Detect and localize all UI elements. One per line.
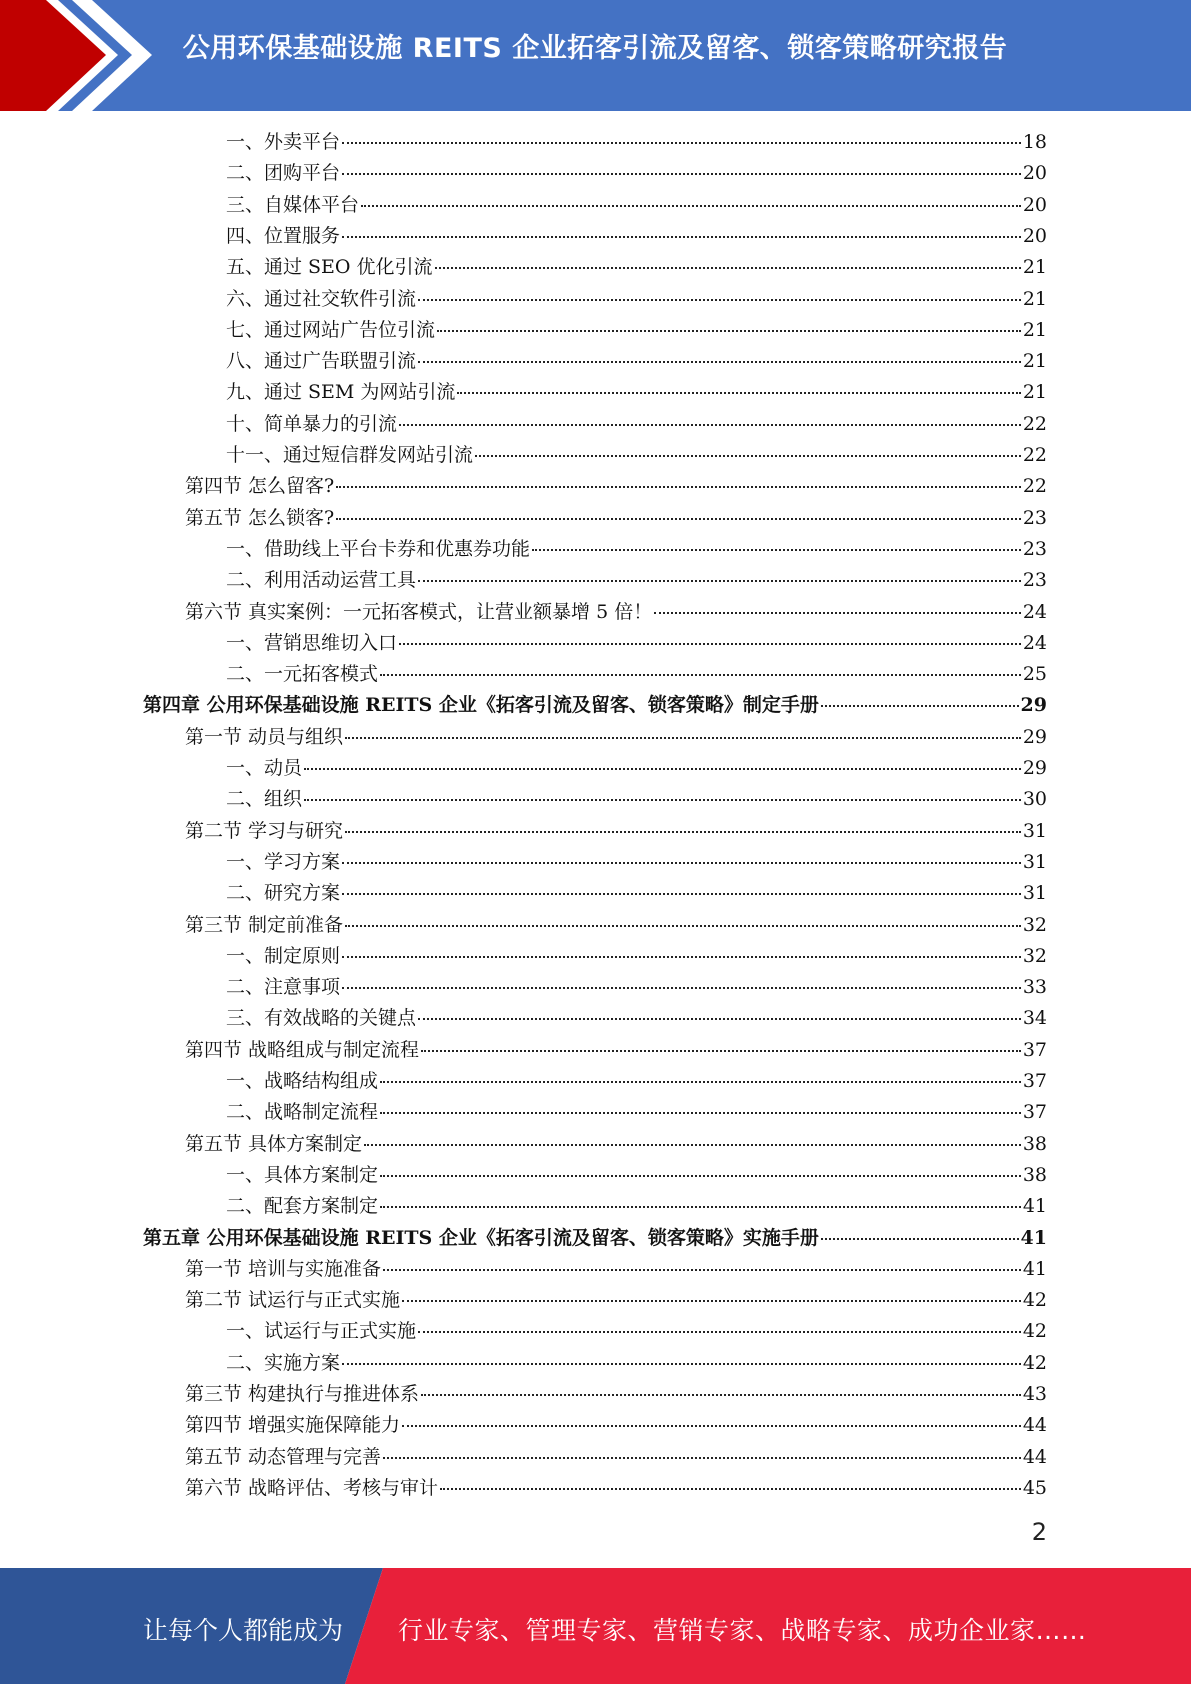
toc-dot-leader [380, 1112, 1021, 1114]
toc-dot-leader [345, 831, 1021, 833]
toc-dot-leader [383, 1457, 1021, 1459]
toc-entry-page: 42 [1022, 1320, 1047, 1343]
toc-entry-label: 第四节 怎么留客? [185, 475, 335, 498]
toc-dot-leader [361, 205, 1021, 207]
toc-dot-leader [345, 737, 1021, 739]
toc-entry-page: 21 [1022, 350, 1047, 373]
toc-dot-leader [380, 1175, 1021, 1177]
toc-dot-leader [457, 392, 1020, 394]
toc-dot-leader [437, 330, 1021, 332]
toc-subsection-entry[interactable] [226, 534, 1047, 565]
toc-entry-label: 第二节 试运行与正式实施 [185, 1289, 401, 1312]
toc-section-entry[interactable] [185, 1285, 1047, 1316]
toc-entry-page: 32 [1022, 913, 1047, 936]
toc-subsection-entry[interactable] [226, 847, 1047, 878]
toc-dot-leader [380, 1081, 1021, 1083]
toc-dot-leader [399, 643, 1021, 645]
toc-entry-page: 22 [1022, 475, 1047, 498]
toc-dot-leader [440, 1488, 1021, 1490]
toc-section-entry[interactable] [185, 816, 1047, 847]
toc-entry-label: 第五节 动态管理与完善 [185, 1445, 382, 1468]
toc-entry-label: 二、利用活动运营工具 [226, 569, 417, 592]
toc-entry-label: 第六节 战略评估、考核与审计 [185, 1476, 439, 1499]
toc-section-entry[interactable] [185, 722, 1047, 753]
toc-entry-label: 一、动员 [226, 757, 303, 779]
toc-section-entry[interactable] [185, 1442, 1047, 1473]
toc-section-entry[interactable] [185, 1035, 1047, 1066]
toc-subsection-entry[interactable] [226, 284, 1047, 315]
toc-subsection-entry[interactable] [226, 753, 1047, 784]
toc-section-entry[interactable] [185, 503, 1047, 534]
toc-dot-leader [342, 987, 1021, 989]
toc-subsection-entry[interactable] [226, 127, 1047, 158]
toc-dot-leader [402, 1300, 1021, 1302]
toc-dot-leader [821, 1238, 1019, 1240]
toc-entry-label: 二、战略制定流程 [226, 1101, 379, 1124]
toc-chapter-entry[interactable] [143, 690, 1047, 721]
toc-section-entry[interactable] [185, 1473, 1047, 1504]
toc-dot-leader [421, 1394, 1021, 1396]
toc-dot-leader [475, 455, 1021, 457]
toc-dot-leader [380, 674, 1021, 676]
toc-entry-label: 二、一元拓客模式 [226, 663, 379, 686]
toc-entry-label: 一、制定原则 [226, 944, 341, 967]
toc-subsection-entry[interactable] [226, 158, 1047, 189]
toc-subsection-entry[interactable] [226, 784, 1047, 815]
toc-entry-label: 第三节 制定前准备 [185, 913, 344, 936]
toc-dot-leader [342, 862, 1021, 864]
toc-entry-label: 十一、通过短信群发网站引流 [226, 444, 474, 466]
toc-entry-label: 第五节 怎么锁客? [185, 506, 335, 529]
toc-dot-leader [342, 142, 1021, 144]
toc-dot-leader [421, 1050, 1021, 1052]
toc-dot-leader [418, 361, 1021, 363]
toc-entry-label: 一、战略结构组成 [226, 1070, 379, 1092]
toc-dot-leader [654, 612, 1021, 614]
toc-entry-label: 一、营销思维切入口 [226, 631, 398, 654]
toc-section-entry[interactable] [185, 597, 1047, 628]
toc-entry-label: 第四节 战略组成与制定流程 [185, 1038, 420, 1061]
toc-entry-label: 三、自媒体平台 [226, 193, 360, 216]
toc-dot-leader [418, 299, 1021, 301]
toc-entry-page: 38 [1022, 1163, 1047, 1186]
toc-entry-page: 21 [1022, 381, 1047, 404]
toc-dot-leader [364, 1144, 1021, 1146]
toc-entry-label: 六、通过社交软件引流 [226, 287, 417, 310]
toc-entry-label: 第六节 真实案例：一元拓客模式，让营业额暴增 5 倍！ [185, 600, 653, 623]
toc-entry-label: 二、团购平台 [226, 162, 341, 185]
toc-entry-page: 44 [1022, 1445, 1047, 1468]
toc-entry-page: 21 [1022, 318, 1047, 341]
toc-subsection-entry[interactable] [226, 221, 1047, 252]
toc-section-entry[interactable] [185, 1410, 1047, 1441]
toc-subsection-entry[interactable] [226, 315, 1047, 346]
toc-entry-page: 20 [1022, 224, 1047, 247]
toc-dot-leader [342, 1363, 1021, 1365]
page-header [0, 0, 1191, 111]
toc-entry-page: 34 [1022, 1007, 1047, 1030]
toc-entry-label: 第二节 学习与研究 [185, 819, 344, 842]
toc-entry-page: 37 [1022, 1070, 1047, 1092]
toc-entry-label: 一、外卖平台 [226, 131, 341, 153]
toc-entry-page: 33 [1022, 976, 1047, 999]
toc-entry-label: 第五节 具体方案制定 [185, 1132, 363, 1155]
toc-subsection-entry[interactable] [226, 1191, 1047, 1222]
toc-entry-page: 31 [1022, 850, 1047, 873]
toc-entry-page: 41 [1022, 1257, 1047, 1280]
toc-entry-page: 18 [1022, 131, 1047, 153]
toc-entry-page: 21 [1022, 256, 1047, 279]
toc-entry-label: 二、组织 [226, 788, 303, 811]
toc-entry-page: 30 [1022, 788, 1047, 811]
page-footer [0, 1568, 1191, 1684]
toc-entry-page: 42 [1022, 1289, 1047, 1312]
toc-entry-label: 二、实施方案 [226, 1351, 341, 1374]
toc-entry-page: 21 [1022, 287, 1047, 310]
toc-entry-label: 第一节 培训与实施准备 [185, 1257, 382, 1280]
toc-dot-leader [336, 518, 1021, 520]
toc-entry-label: 一、借助线上平台卡券和优惠券功能 [226, 537, 531, 560]
toc-dot-leader [399, 424, 1021, 426]
toc-dot-leader [304, 799, 1021, 801]
toc-entry-label: 第四节 增强实施保障能力 [185, 1414, 401, 1437]
toc-entry-label: 三、有效战略的关键点 [226, 1007, 417, 1030]
footer-slogan-right: 行业专家、管理专家、营销专家、战略专家、成功企业家…… [398, 1616, 1087, 1645]
toc-dot-leader [342, 173, 1021, 175]
toc-entry-label: 八、通过广告联盟引流 [226, 350, 417, 373]
toc-entry-label: 二、注意事项 [226, 976, 341, 999]
toc-entry-label: 一、具体方案制定 [226, 1163, 379, 1186]
toc-subsection-entry[interactable] [226, 878, 1047, 909]
toc-dot-leader [304, 768, 1021, 770]
toc-dot-leader [345, 925, 1021, 927]
toc-dot-leader [418, 1018, 1021, 1020]
toc-dot-leader [821, 705, 1019, 707]
toc-entry-page: 37 [1022, 1101, 1047, 1124]
toc-entry-page: 23 [1022, 537, 1047, 560]
report-title: 公用环保基础设施 REITS 企业拓客引流及留客、锁客策略研究报告 [182, 33, 1008, 64]
toc-section-entry[interactable] [185, 1129, 1047, 1160]
toc-entry-page: 22 [1022, 444, 1047, 466]
footer-slogan-left: 让每个人都能成为 [143, 1616, 344, 1645]
toc-entry-label: 七、通过网站广告位引流 [226, 318, 436, 341]
toc-subsection-entry[interactable] [226, 1160, 1047, 1191]
toc-entry-page: 32 [1022, 944, 1047, 967]
toc-dot-leader [342, 956, 1021, 958]
toc-subsection-entry[interactable] [226, 1316, 1047, 1347]
toc-entry-label: 第五章 公用环保基础设施 REITS 企业《拓客引流及留客、锁客策略》实施手册 [143, 1226, 819, 1249]
toc-section-entry[interactable] [185, 471, 1047, 502]
toc-dot-leader [418, 1331, 1021, 1333]
toc-subsection-entry[interactable] [226, 1348, 1047, 1379]
toc-entry-page: 31 [1022, 819, 1047, 842]
toc-entry-page: 24 [1022, 631, 1047, 654]
toc-entry-page: 23 [1022, 506, 1047, 529]
toc-entry-label: 第一节 动员与组织 [185, 725, 344, 748]
toc-entry-page: 37 [1022, 1038, 1047, 1061]
toc-dot-leader [418, 580, 1021, 582]
toc-dot-leader [435, 267, 1021, 269]
toc-dot-leader [532, 549, 1021, 551]
toc-section-entry[interactable] [185, 1254, 1047, 1285]
toc-dot-leader [342, 893, 1021, 895]
page-number: 2 [1031, 1518, 1047, 1546]
toc-entry-page: 29 [1020, 694, 1047, 717]
toc-entry-page: 38 [1022, 1132, 1047, 1155]
toc-entry-page: 24 [1022, 600, 1047, 623]
toc-subsection-entry[interactable] [226, 440, 1047, 471]
toc-entry-page: 42 [1022, 1351, 1047, 1374]
toc-entry-label: 第四章 公用环保基础设施 REITS 企业《拓客引流及留客、锁客策略》制定手册 [143, 694, 819, 717]
toc-subsection-entry[interactable] [226, 409, 1047, 440]
toc-entry-page: 29 [1022, 757, 1047, 779]
toc-entry-page: 43 [1022, 1383, 1047, 1405]
toc-entry-page: 45 [1022, 1476, 1047, 1499]
toc-entry-page: 29 [1022, 725, 1047, 748]
toc-dot-leader [380, 1206, 1021, 1208]
toc-entry-page: 41 [1020, 1226, 1047, 1249]
toc-subsection-entry[interactable] [226, 1097, 1047, 1128]
toc-entry-page: 31 [1022, 882, 1047, 905]
toc-dot-leader [402, 1425, 1021, 1427]
toc-entry-label: 一、学习方案 [226, 850, 341, 873]
toc-entry-page: 25 [1022, 663, 1047, 686]
toc-entry-label: 二、研究方案 [226, 882, 341, 905]
toc-section-entry[interactable] [185, 910, 1047, 941]
toc-subsection-entry[interactable] [226, 190, 1047, 221]
toc-subsection-entry[interactable] [226, 972, 1047, 1003]
toc-subsection-entry[interactable] [226, 1003, 1047, 1034]
toc-entry-page: 41 [1022, 1195, 1047, 1218]
toc-entry-page: 23 [1022, 569, 1047, 592]
toc-dot-leader [342, 236, 1021, 238]
toc-entry-label: 一、试运行与正式实施 [226, 1320, 417, 1343]
toc-subsection-entry[interactable] [226, 1066, 1047, 1097]
toc-entry-label: 五、通过 SEO 优化引流 [226, 256, 433, 279]
toc-subsection-entry[interactable] [226, 659, 1047, 690]
toc-dot-leader [336, 486, 1021, 488]
toc-section-entry[interactable] [185, 1379, 1047, 1410]
toc-entry-label: 十、简单暴力的引流 [226, 412, 398, 435]
toc-dot-leader [383, 1269, 1021, 1271]
toc-subsection-entry[interactable] [226, 941, 1047, 972]
toc-subsection-entry[interactable] [226, 628, 1047, 659]
toc-entry-page: 20 [1022, 193, 1047, 216]
toc-entry-page: 22 [1022, 412, 1047, 435]
toc-entry-label: 九、通过 SEM 为网站引流 [226, 381, 456, 404]
toc-entry-label: 第三节 构建执行与推进体系 [185, 1383, 420, 1405]
toc-entry-label: 二、配套方案制定 [226, 1195, 379, 1218]
toc-entry-label: 四、位置服务 [226, 224, 341, 247]
toc-chapter-entry[interactable] [143, 1223, 1047, 1254]
toc-subsection-entry[interactable] [226, 377, 1047, 408]
toc-subsection-entry[interactable] [226, 252, 1047, 283]
toc-subsection-entry[interactable] [226, 346, 1047, 377]
toc-entry-page: 44 [1022, 1414, 1047, 1437]
toc-entry-page: 20 [1022, 162, 1047, 185]
toc-subsection-entry[interactable] [226, 565, 1047, 596]
